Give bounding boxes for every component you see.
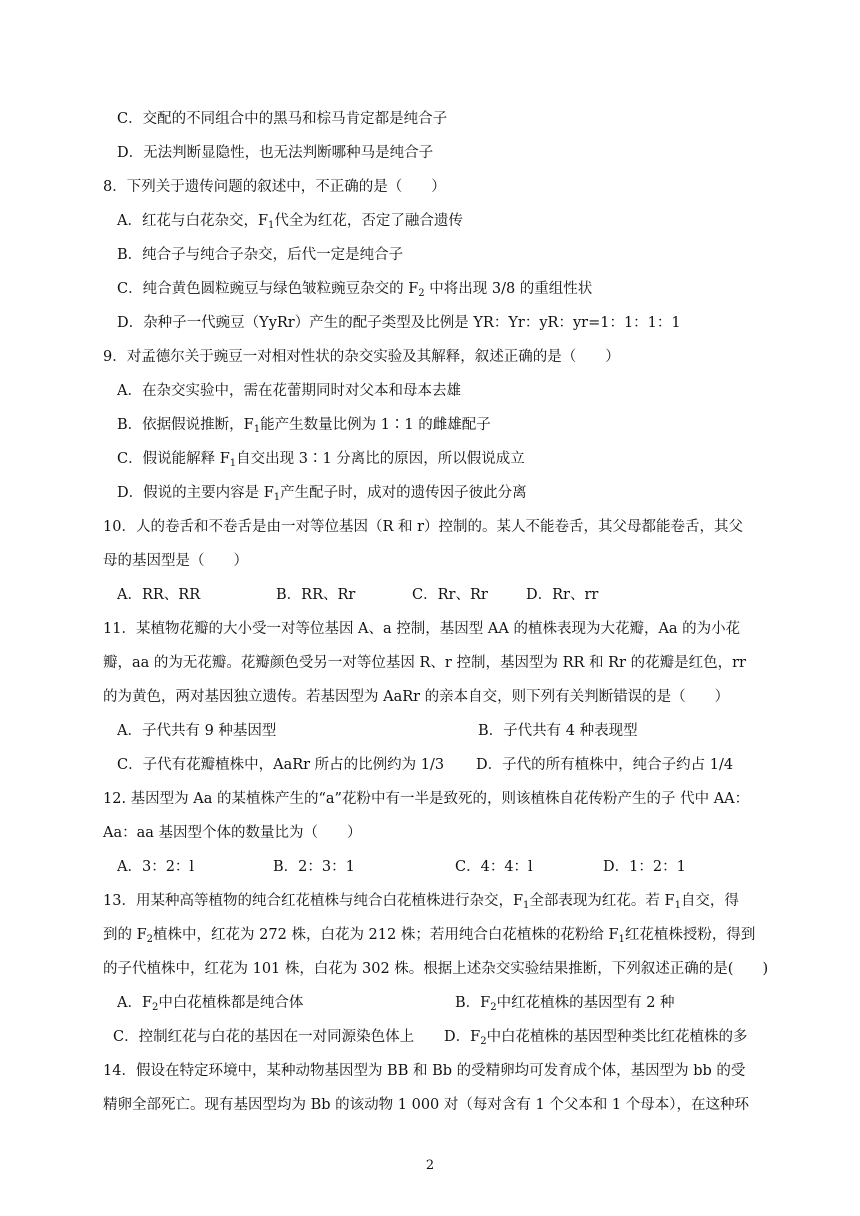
q11-option-c: C．子代有花瓣植株中，AaRr 所占的比例约为 1/3: [117, 757, 445, 773]
q14-stem: 14．假设在特定环境中，某种动物基因型为 BB 和 Bb 的受精卵均可发育成个体，基因型为 bb 的受: [103, 1063, 746, 1079]
page-number: 2: [425, 1158, 435, 1173]
q8-option-b: B．纯合子与纯合子杂交，后代一定是纯合子: [117, 247, 404, 263]
q14-stem-cont: 精卵全部死亡。现有基因型均为 Bb 的该动物 1 000 对（每对含有 1 个父本和 1 个母本），在这种环: [103, 1097, 750, 1113]
q13-option-c: C．控制红花与白花的基因在一对同源染色体上: [113, 1029, 415, 1045]
q8-option-c: C．纯合黄色圆粒豌豆与绿色皱粒豌豆杂交的 $F_2$ 中将出现 3/8 的重组性状: [117, 281, 593, 299]
q12-stem: 12. 基因型为 Aa 的某植株产生的“a”花粉中有一半是致死的，则该植株自花传粉产生的子 代中 AA：: [103, 791, 750, 807]
q9-option-c: C．假说能解释 $F_1$自交出现 3∶1 分离比的原因，所以假说成立: [117, 451, 525, 469]
q10-stem-cont: 母的基因型是（ ）: [103, 553, 248, 569]
q9-option-d: D．假说的主要内容是 $F_1$产生配子时，成对的遗传因子彼此分离: [117, 485, 527, 503]
q12-option-a: A．3：2：l: [117, 859, 195, 875]
q8-option-d: D．杂种子一代豌豆（YyRr）产生的配子类型及比例是 YR：Yr：yR：yr=1：1：1：1: [117, 315, 681, 331]
q11-stem-cont-1: 瓣，aa 的为无花瓣。花瓣颜色受另一对等位基因 R、r 控制，基因型为 RR 和 Rr 的花瓣是红色，rr: [103, 655, 746, 671]
q9-option-b: B．依据假说推断，$F_1$能产生数量比例为 1∶1 的雌雄配子: [117, 417, 491, 435]
q12-option-c: C．4：4：l: [455, 859, 533, 875]
q10-option-a: A．RR、RR: [117, 587, 201, 603]
q11-stem-cont-2: 的为黄色，两对基因独立遗传。若基因型为 AaRr 的亲本自交，则下列有关判断错误的是（ ）: [103, 689, 730, 705]
q13-stem-cont-2: 的子代植株中，红花为 101 株，白花为 302 株。根据上述杂交实验结果推断，下列叙述正确的是( ): [103, 961, 769, 977]
q11-option-d: D．子代的所有植株中，纯合子约占 1/4: [476, 757, 734, 773]
q10-option-d: D．Rr、rr: [526, 587, 599, 603]
q9-option-a: A．在杂交实验中，需在花蕾期同时对父本和母本去雄: [117, 383, 461, 399]
q13-stem-cont-1: 到的 $F_2$植株中，红花为 272 株，白花为 212 株；若用纯合白花植株的花粉给 $F_1$红花植株授粉，得到: [103, 927, 756, 945]
q13-option-b: B．$F_2$中红花植株的基因型有 2 种: [455, 995, 675, 1013]
q7-option-d: D．无法判断显隐性，也无法判断哪种马是纯合子: [117, 145, 434, 161]
q13-option-d: D．$F_2$中白花植株的基因型种类比红花植株的多: [444, 1029, 748, 1047]
q12-stem-cont: Aa：aa 基因型个体的数量比为（ ）: [103, 825, 362, 841]
q10-option-c: C．Rr、Rr: [412, 587, 488, 603]
q7-option-c: C．交配的不同组合中的黑马和棕马肯定都是纯合子: [117, 111, 448, 127]
q8-option-a: A．红花与白花杂交，$F_1$代全为红花，否定了融合遗传: [117, 213, 463, 231]
q11-option-b: B．子代共有 4 种表现型: [478, 723, 638, 739]
q10-option-b: B．RR、Rr: [276, 587, 356, 603]
q13-option-a: A．$F_2$中白花植株都是纯合体: [117, 995, 304, 1013]
q8-stem: 8．下列关于遗传问题的叙述中，不正确的是（ ）: [103, 179, 446, 195]
q12-option-d: D．1：2：1: [603, 859, 686, 875]
q12-option-b: B．2：3：1: [273, 859, 355, 875]
q9-stem: 9．对孟德尔关于豌豆一对相对性状的杂交实验及其解释，叙述正确的是（ ）: [103, 349, 620, 365]
q10-stem: 10．人的卷舌和不卷舌是由一对等位基因（R 和 r）控制的。某人不能卷舌，其父母都能卷舌，其父: [103, 519, 744, 535]
q11-stem: 11．某植物花瓣的大小受一对等位基因 A、a 控制，基因型 AA 的植株表现为大花瓣，Aa 的为小花: [103, 621, 741, 637]
q11-option-a: A．子代共有 9 种基因型: [117, 723, 277, 739]
q13-stem: 13．用某种高等植物的纯合红花植株与纯合白花植株进行杂交，$F_1$全部表现为红花。若 $F_1$自交，得: [103, 893, 739, 911]
